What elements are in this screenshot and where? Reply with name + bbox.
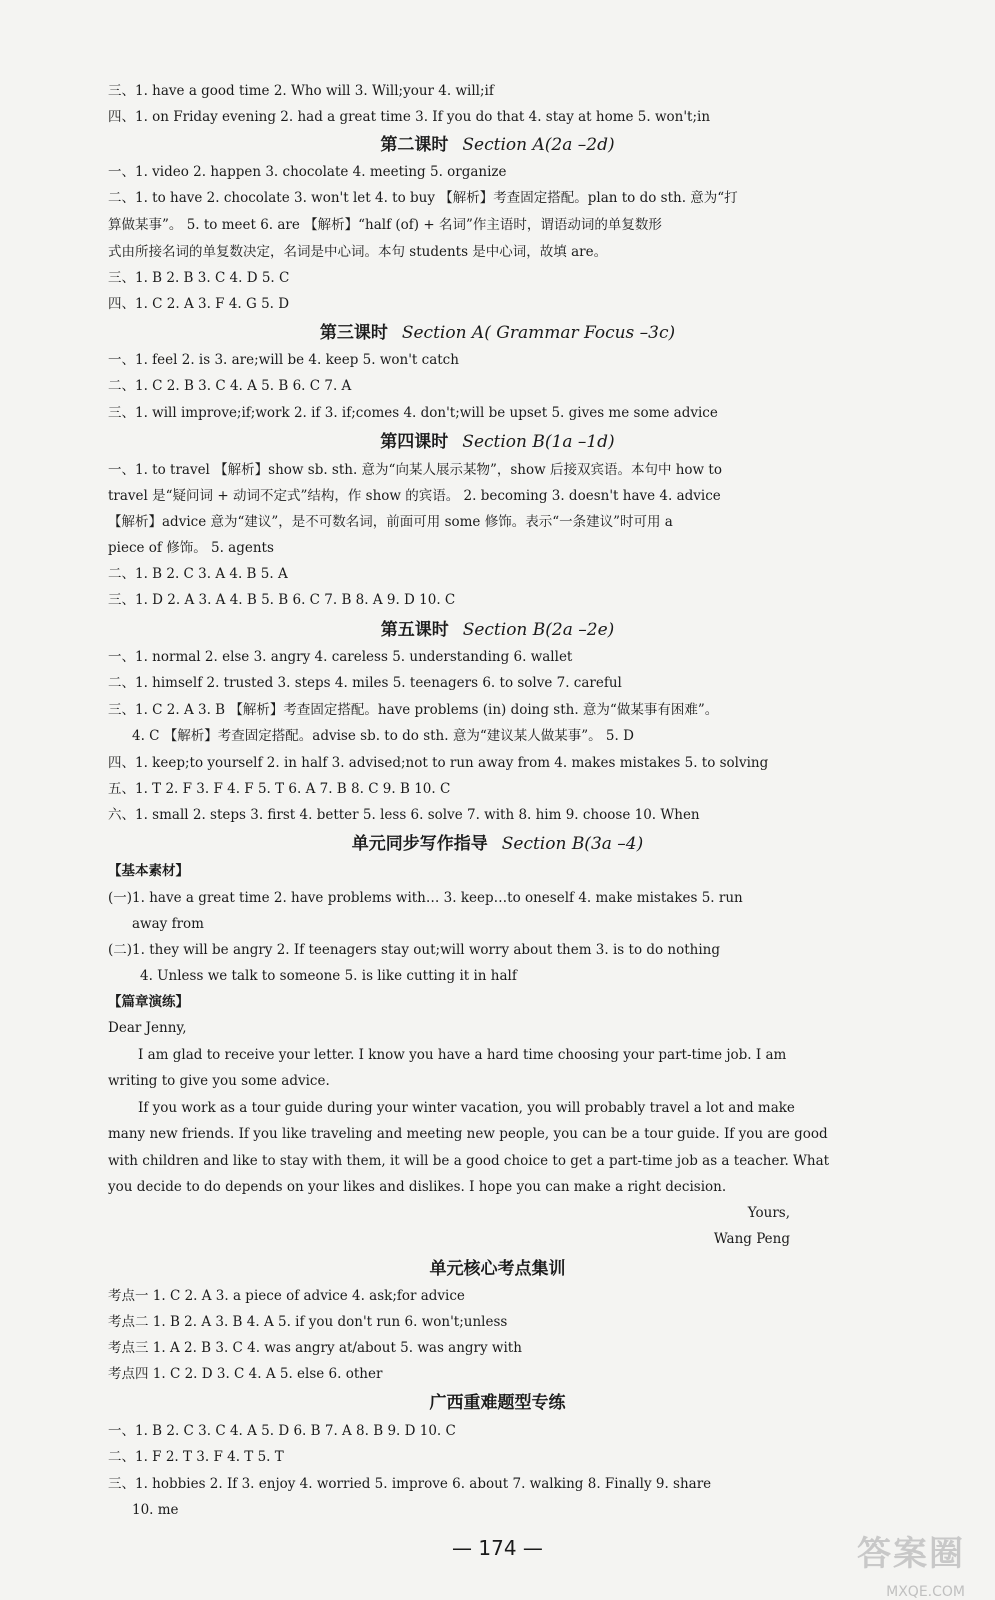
subheading: 【篇章演练】 <box>108 994 189 1010</box>
answer-line: (一)1. have a great time 2. have problems with… 3. keep…to oneself 4. make mistakes 5. run <box>108 890 743 906</box>
section-title: 第四课时 <box>380 432 449 452</box>
answer-line: 二、1. himself 2. trusted 3. steps 4. miles 5. teenagers 6. to solve 7. careful <box>108 675 622 691</box>
section-subtitle: Section A( Grammar Focus –3c) <box>401 323 676 343</box>
letter-closing: Yours, <box>747 1205 790 1221</box>
answer-line: 【解析】advice 意为“建议”，是不可数名词，前面可用 some 修饰。表示“一条建议”时可用 a <box>108 514 673 530</box>
section-heading <box>0 833 995 855</box>
section-title: 第二课时 <box>380 135 449 155</box>
answer-line: 三、1. C 2. A 3. B 【解析】考查固定搭配。have problems (in) doing sth. 意为“做某事有困难”。 <box>108 702 719 718</box>
answer-line: piece of 修饰。 5. agents <box>108 540 274 556</box>
section-title: 第三课时 <box>319 323 388 343</box>
answer-line: travel 是“疑问词 + 动词不定式”结构，作 show 的宾语。 2. becoming 3. doesn't have 4. advice <box>108 488 721 504</box>
answer-line: 10. me <box>132 1502 179 1518</box>
answer-line: 式由所接名词的单复数决定，名词是中心词。本句 students 是中心词，故填 are。 <box>108 244 608 260</box>
section-heading <box>0 322 995 344</box>
section-subtitle: Section B(1a –1d) <box>462 432 615 452</box>
answer-line: 一、1. feel 2. is 3. are;will be 4. keep 5. won't catch <box>108 352 459 368</box>
answer-line: 四、1. on Friday evening 2. had a great time 3. If you do that 4. stay at home 5. won't;in <box>108 109 711 125</box>
section-subtitle: Section B(3a –4) <box>501 834 644 854</box>
section-title: 单元同步写作指导 <box>351 834 488 854</box>
section-heading <box>0 1258 995 1280</box>
answer-line: 三、1. will improve;if;work 2. if 3. if;comes 4. don't;will be upset 5. gives me some advice <box>108 405 718 421</box>
answer-line: 一、1. to travel 【解析】show sb. sth. 意为“向某人展示某物”，show 后接双宾语。本句中 how to <box>108 462 722 478</box>
answer-line: 三、1. hobbies 2. If 3. enjoy 4. worried 5. improve 6. about 7. walking 8. Finally 9. share <box>108 1476 712 1492</box>
page-number: — 174 — <box>452 1536 543 1560</box>
answer-line: 五、1. T 2. F 3. F 4. F 5. T 6. A 7. B 8. C 9. B 10. C <box>108 781 451 797</box>
answer-line: 二、1. F 2. T 3. F 4. T 5. T <box>108 1449 284 1465</box>
answer-line: 三、1. have a good time 2. Who will 3. Will;your 4. will;if <box>108 83 494 99</box>
answer-line: 考点一 1. C 2. A 3. a piece of advice 4. ask;for advice <box>108 1288 465 1304</box>
answer-line: 二、1. to have 2. chocolate 3. won't let 4. to buy 【解析】考查固定搭配。plan to do sth. 意为“打 <box>108 190 738 206</box>
answer-line: 算做某事”。 5. to meet 6. are 【解析】“half (of) + 名词”作主语时，谓语动词的单复数形 <box>108 217 662 233</box>
answer-line: 四、1. C 2. A 3. F 4. G 5. D <box>108 296 290 312</box>
letter-signature: Wang Peng <box>713 1231 790 1247</box>
answer-line: 4. Unless we talk to someone 5. is like cutting it in half <box>140 968 517 984</box>
answer-line: 考点二 1. B 2. A 3. B 4. A 5. if you don't run 6. won't;unless <box>108 1314 508 1330</box>
answer-line: 三、1. D 2. A 3. A 4. B 5. B 6. C 7. B 8. A 9. D 10. C <box>108 592 456 608</box>
section-heading <box>0 1392 995 1414</box>
answer-line: 二、1. C 2. B 3. C 4. A 5. B 6. C 7. A <box>108 378 352 394</box>
section-title: 第五课时 <box>380 620 449 640</box>
letter-line: with children and like to stay with them, it will be a good choice to get a part-time job as a teacher. What <box>108 1153 830 1169</box>
section-heading <box>0 619 995 641</box>
answer-line: 考点三 1. A 2. B 3. C 4. was angry at/about 5. was angry with <box>108 1340 522 1356</box>
answer-line: 考点四 1. C 2. D 3. C 4. A 5. else 6. other <box>108 1366 383 1382</box>
watermark-url: MXQE.COM <box>886 1584 965 1600</box>
answer-line: (二)1. they will be angry 2. If teenagers stay out;will worry about them 3. is to do nothing <box>108 942 721 958</box>
letter-line: I am glad to receive your letter. I know you have a hard time choosing your part-time job. I am <box>138 1047 787 1063</box>
letter-line: you decide to do depends on your likes and dislikes. I hope you can make a right decision. <box>108 1179 727 1195</box>
section-subtitle: Section A(2a –2d) <box>462 135 615 155</box>
letter-greeting: Dear Jenny, <box>108 1020 187 1036</box>
answer-line: 四、1. keep;to yourself 2. in half 3. advised;not to run away from 4. makes mistakes 5. to solving <box>108 755 769 771</box>
section-heading <box>0 431 995 453</box>
section-title: 广西重难题型专练 <box>429 1393 566 1413</box>
section-heading <box>0 134 995 156</box>
watermark-logo: 答案圈 <box>857 1534 965 1574</box>
answer-line: 一、1. normal 2. else 3. angry 4. careless 5. understanding 6. wallet <box>108 649 573 665</box>
answer-line: 三、1. B 2. B 3. C 4. D 5. C <box>108 270 290 286</box>
subheading: 【基本素材】 <box>108 863 189 879</box>
answer-line: 4. C 【解析】考查固定搭配。advise sb. to do sth. 意为“建议某人做某事”。 5. D <box>132 728 634 744</box>
letter-line: writing to give you some advice. <box>108 1073 330 1089</box>
answer-line: 二、1. B 2. C 3. A 4. B 5. A <box>108 566 288 582</box>
answer-line: 一、1. B 2. C 3. C 4. A 5. D 6. B 7. A 8. B 9. D 10. C <box>108 1423 456 1439</box>
answer-line: 一、1. video 2. happen 3. chocolate 4. meeting 5. organize <box>108 164 507 180</box>
letter-line: many new friends. If you like traveling and meeting new people, you can be a tour guide. If you are good <box>108 1126 828 1142</box>
section-title: 单元核心考点集训 <box>429 1259 566 1279</box>
answer-line: 六、1. small 2. steps 3. first 4. better 5. less 6. solve 7. with 8. him 9. choose 10. When <box>108 807 700 823</box>
letter-line: If you work as a tour guide during your winter vacation, you will probably travel a lot and make <box>138 1100 795 1116</box>
answer-line: away from <box>132 916 204 932</box>
section-subtitle: Section B(2a –2e) <box>462 620 615 640</box>
